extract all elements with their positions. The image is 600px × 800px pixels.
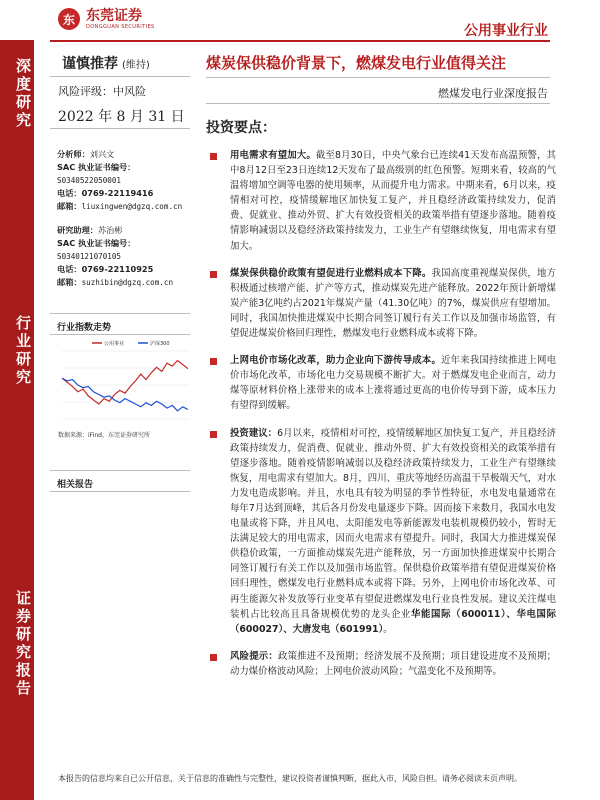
point-text: 我国高度重视煤炭保供，地方积极通过核增产能、扩产等方式，推动煤炭先进产能释放。2022年预计新增煤炭产能3亿吨约占2021年煤炭产量（41.30亿吨）的7%，煤炭供应有望增加。同时，我国加快推进煤炭中长期合同签订履行有关工作以及加强市场监管，有望促进煤炭价格回归理性，燃煤发电行业燃料成本或将下降。: [230, 267, 556, 340]
logo-name: 东莞证券: [86, 7, 142, 24]
side-label-depth: 深度研究: [14, 58, 32, 130]
related-heading: 相关报告: [57, 480, 94, 490]
chart-legend: [92, 340, 170, 347]
side-label-industry: 行业研究: [14, 315, 32, 387]
rating-sub: (维持): [122, 60, 150, 71]
logo-mark-icon: 东: [58, 8, 80, 30]
analyst-label: 分析师：: [57, 149, 90, 159]
point-lead: 煤炭保供稳价政策有望促进行业燃料成本下降。: [230, 267, 432, 279]
divider: [206, 103, 550, 104]
analyst-email-label: 邮箱：: [57, 201, 82, 211]
analyst-info: [57, 148, 207, 213]
key-points-title: 投资要点：: [206, 120, 276, 136]
point-end: 。: [383, 623, 393, 635]
series-line-0: [62, 361, 188, 405]
point-lead: 上网电价市场化改革，助力企业向下游传导成本。: [230, 355, 442, 367]
industry-label: 公用事业行业: [464, 23, 548, 39]
bullet-icon: [210, 654, 217, 661]
divider: [50, 128, 190, 129]
legend-label-0: 公用事业: [104, 341, 125, 347]
index-chart: [58, 337, 192, 423]
assistant-sac-label: SAC 执业证书编号：: [57, 238, 136, 248]
key-point: [206, 148, 556, 254]
key-points-list: [206, 148, 556, 691]
assistant-email[interactable]: suzhibin@dgzq.com.cn: [81, 278, 174, 287]
risk-rating: 风险评级：中风险: [58, 85, 146, 98]
bullet-icon: [210, 431, 217, 438]
key-point: [206, 649, 556, 679]
point-lead: 风险提示：: [230, 650, 278, 662]
point-text: 政策推进不及预期；经济发展不及预期；项目建设进度不及预期；动力煤价格波动风险；上网电价波动风险；气温变化不及预期等。: [230, 650, 556, 677]
bullet-icon: [210, 358, 217, 365]
point-lead: 投资建议：: [230, 427, 278, 439]
side-label-report: 证券研究报告: [14, 590, 32, 698]
divider: [50, 313, 190, 314]
series-line-1: [62, 378, 188, 411]
assistant-info: [57, 224, 207, 289]
analyst-sac-label: SAC 执业证书编号：: [57, 162, 136, 172]
point-lead: 用电需求有望加大。: [230, 150, 316, 161]
bullet-icon: [210, 153, 217, 160]
chart-source: 数据来源：iFind，东莞证券研究所: [58, 432, 150, 439]
divider: [50, 76, 190, 77]
company-logo: [58, 8, 155, 30]
legend-label-1: 沪深300: [150, 341, 170, 347]
key-point: [206, 426, 556, 637]
header-divider: [50, 40, 550, 42]
bullet-icon: [210, 271, 217, 278]
assistant-name: 苏治彬: [97, 225, 123, 235]
analyst-sac: S0340522050001: [57, 176, 122, 185]
analyst-name: 刘兴文: [89, 149, 115, 159]
report-subtitle: 燃煤发电行业深度报告: [438, 87, 548, 100]
divider: [50, 491, 190, 492]
assistant-email-label: 邮箱：: [57, 277, 82, 287]
point-text: 6月以来，疫情相对可控，疫情缓解地区加快复工复产，并且稳经济政策持续发力，促消费、促就业、推动外贸、扩大有效投资相关的政策举措有望逐步落地。随着疫情影响减弱以及稳经济政策持续发力，工业生产有望继续恢复，用电需求有望加大。8月，四川、重庆等地经历高温干旱极端天气，对水力发电造成影响。并且，水电具有较为明显的季节性特征，水电发电量通常在每年7月达到顶峰，其后各月份发电量逐步下降。因而接下来数月，我国水电发电量或将下降，并且风电、太阳能发电等新能源发电装机规模仍较小，暂时无法满足较大的用电需求，因而火电需求有望提升。同时，我国大力推进煤炭保供稳价政策，一方面推动煤炭先进产能释放，另一方面加快推进煤炭中长期合同签订履行有关工作以及加强市场监管。保供稳价政策举措有望促进煤炭价格回归理性，燃煤发电行业燃料成本或将下降。另外，上网电价市场化改革、可再生能源欠补发放等行业变革有望促进燃煤发电行业良性发展。建议关注煤电装机占比较高且具备规模优势的龙头企业: [230, 427, 556, 620]
assistant-phone: 电话：0769-22110925: [57, 264, 154, 274]
disclaimer: 本报告的信息均来自已公开信息，关于信息的准确性与完整性，建议投资者谨慎判断，据此入市，风险自担。请务必阅读末页声明。: [58, 774, 522, 783]
rating: [62, 53, 150, 73]
divider: [50, 470, 190, 471]
logo-name-en: DONGGUAN SECURITIES: [86, 23, 155, 30]
analyst-email[interactable]: liuxingwen@dgzq.com.cn: [81, 202, 183, 211]
index-heading: 行业指数走势: [57, 323, 112, 333]
assistant-sac: S0340121070105: [57, 252, 122, 261]
point-stock-picks: 华能国际（600011）、华电国际（600027）、大唐发电（601991）: [230, 608, 556, 635]
assistant-label: 研究助理：: [57, 225, 98, 235]
rating-label: 谨慎推荐: [62, 56, 118, 72]
key-point: [206, 353, 556, 413]
analyst-phone: 电话：0769-22119416: [57, 188, 154, 198]
key-point: [206, 266, 556, 341]
divider: [50, 334, 190, 335]
chart-grid: [62, 351, 188, 419]
point-text: 近年来我国持续推进上网电价市场化改革，市场化电力交易规模不断扩大。对于燃煤发电企业而言，动力煤等原材料价格上涨带来的成本上涨将通过更高的电价传导到下游，成本压力有望得到缓解。: [230, 355, 556, 412]
report-title: 煤炭保供稳价背景下，燃煤发电行业值得关注: [206, 54, 507, 72]
report-date: 2022 年 8 月 31 日: [58, 109, 185, 125]
divider: [206, 77, 550, 78]
point-text: 截至8月30日，中央气象台已连续41天发布高温预警，其中8月12日至23日连续12天发布了最高级别的红色预警。短期来看，较高的气温将增加空调等电器的使用频率，从而提升电力需求。中期来看，6月以来，疫情相对可控，疫情缓解地区加快复工复产，并且稳经济政策持续发力，促消费、促就业、推动外贸、扩大有效投资相关的政策举措有望逐步落地。随着疫情影响减弱以及稳经济政策持续发力，工业生产有望继续恢复，用电需求有望加大。: [230, 150, 556, 252]
